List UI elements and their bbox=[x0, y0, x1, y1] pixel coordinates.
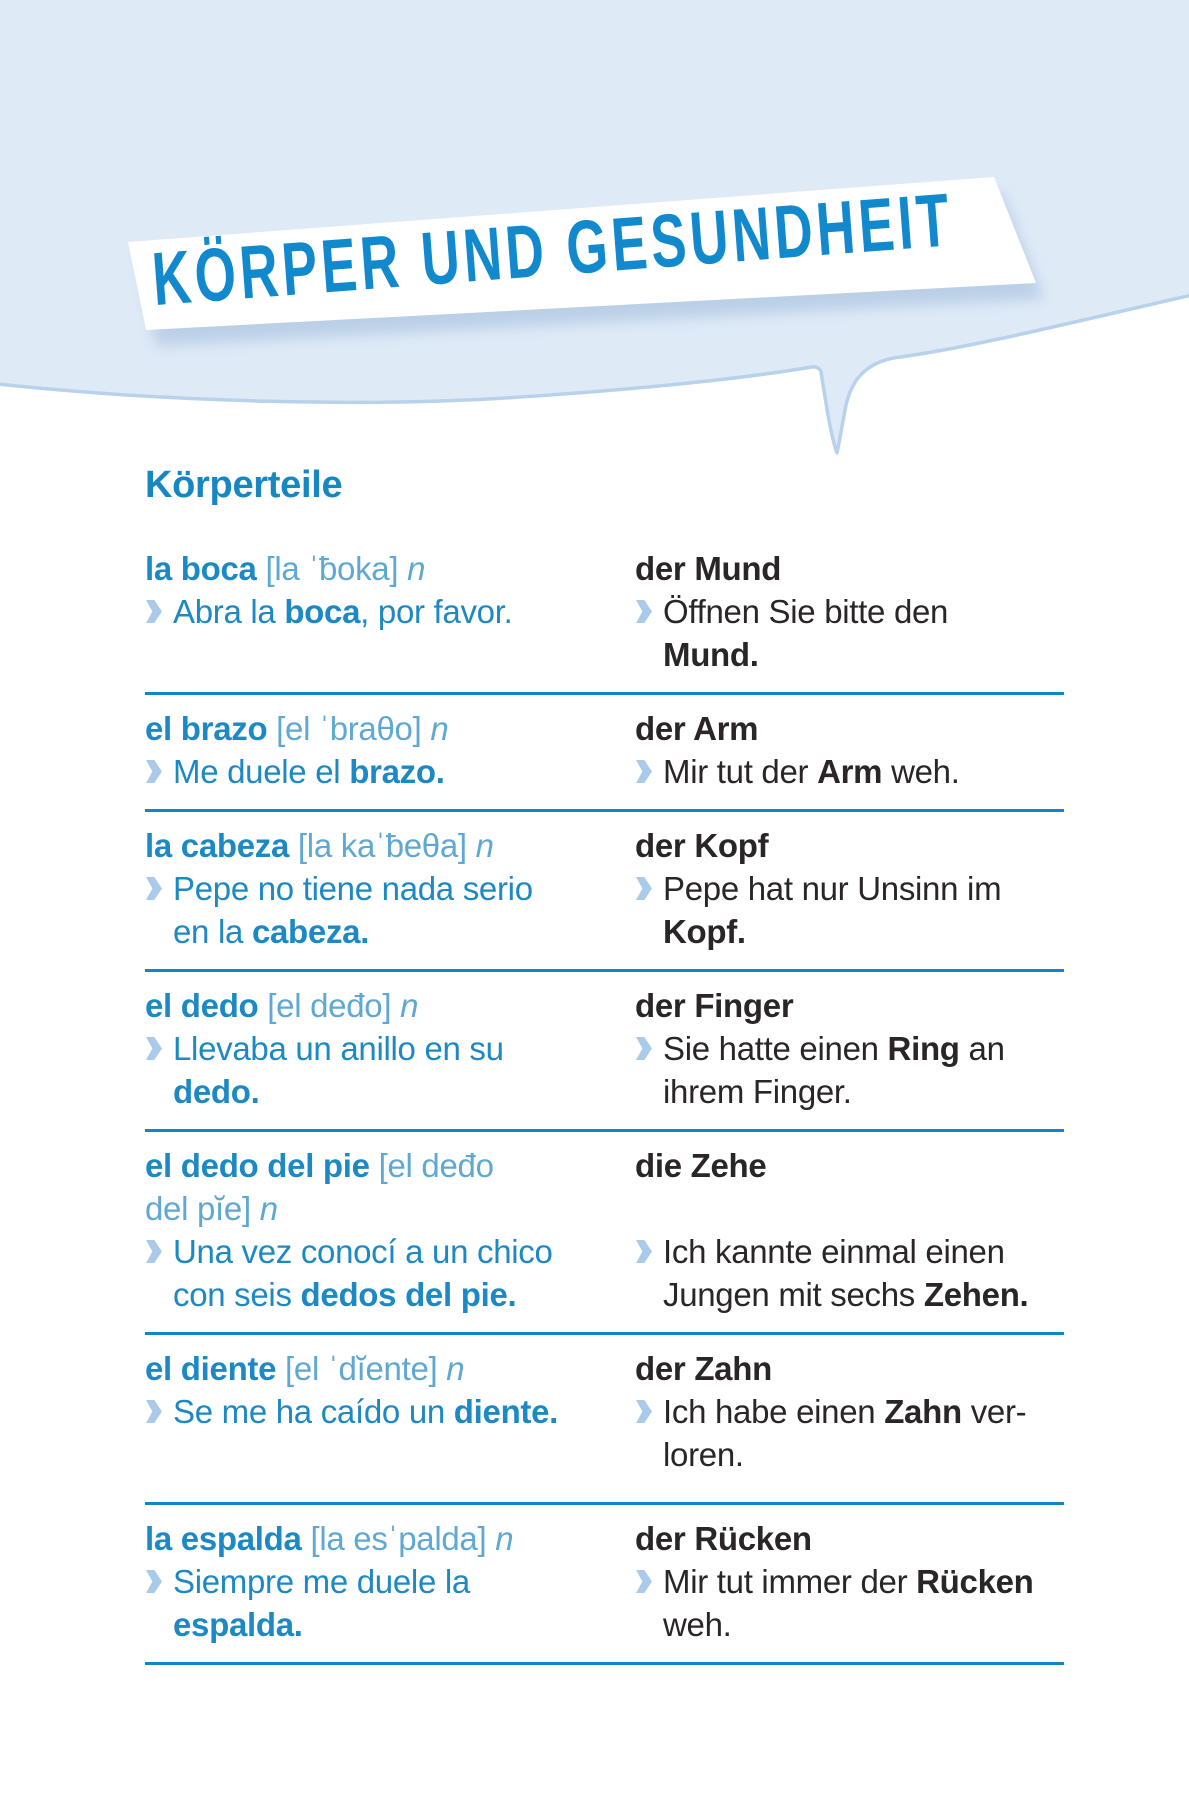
part-of-speech: n bbox=[495, 1520, 514, 1557]
phonetic-text: [la ˈƀoka] bbox=[256, 550, 408, 587]
spanish-example-line bbox=[173, 1390, 635, 1433]
german-column bbox=[635, 824, 1064, 953]
german-column bbox=[635, 984, 1064, 1113]
text-segment: loren. bbox=[663, 1436, 744, 1473]
text-segment: , por favor. bbox=[360, 593, 513, 630]
example-chevron-icon bbox=[636, 1400, 652, 1423]
vocab-entry-5 bbox=[145, 1132, 1064, 1332]
example-chevron-icon bbox=[146, 1037, 162, 1060]
text-segment: el dedo bbox=[145, 987, 259, 1024]
spanish-column bbox=[145, 824, 635, 953]
phonetic-text: [el ˈbraθo] bbox=[267, 710, 431, 747]
german-headword bbox=[635, 707, 1064, 750]
german-headword bbox=[635, 547, 1064, 590]
example-chevron-icon bbox=[146, 600, 162, 623]
text-segment: espalda. bbox=[173, 1606, 303, 1643]
german-example-line bbox=[663, 910, 1064, 953]
german-example bbox=[635, 590, 1064, 676]
text-segment: der Zahn bbox=[635, 1350, 772, 1387]
text-segment: Abra la bbox=[173, 593, 285, 630]
text-segment: el dedo del pie bbox=[145, 1147, 370, 1184]
text-segment: ihrem Finger. bbox=[663, 1073, 852, 1110]
german-example-line bbox=[663, 1560, 1064, 1603]
phonetic-text: [la esˈpalda] bbox=[301, 1520, 496, 1557]
chapter-title: KÖRPER UND GESUNDHEIT bbox=[149, 177, 957, 322]
spanish-example-line bbox=[173, 1560, 635, 1603]
text-segment: Zahn bbox=[884, 1393, 962, 1430]
spanish-headword bbox=[145, 1517, 635, 1560]
text-segment: diente. bbox=[453, 1393, 559, 1430]
text-segment: ver- bbox=[961, 1393, 1027, 1430]
phonetic-text: [el ˈdĭente] bbox=[276, 1350, 447, 1387]
text-segment: weh. bbox=[663, 1606, 732, 1643]
german-column bbox=[635, 1517, 1064, 1646]
spanish-example-line bbox=[173, 1603, 635, 1646]
spanish-column bbox=[145, 707, 635, 793]
text-segment: Ich kannte einmal einen bbox=[663, 1233, 1005, 1270]
text-segment: Siempre me duele la bbox=[173, 1563, 470, 1600]
phonetic-text: del pĭe] bbox=[145, 1190, 260, 1227]
example-chevron-icon bbox=[636, 760, 652, 783]
vocab-entry-2 bbox=[145, 695, 1064, 809]
spanish-example-line bbox=[173, 1230, 635, 1273]
text-segment: Me duele el bbox=[173, 753, 350, 790]
text-segment: el brazo bbox=[145, 710, 268, 747]
text-segment: der Finger bbox=[635, 987, 794, 1024]
text-segment: la cabeza bbox=[145, 827, 290, 864]
text-segment: Arm bbox=[817, 753, 883, 790]
part-of-speech: n bbox=[446, 1350, 465, 1387]
spanish-headword bbox=[145, 707, 635, 750]
phonetic-text: [la kaˈƀeθa] bbox=[289, 827, 476, 864]
german-headword bbox=[635, 1517, 1064, 1560]
german-headword bbox=[635, 1144, 1064, 1187]
vocab-content bbox=[145, 462, 1064, 1665]
text-segment: la espalda bbox=[145, 1520, 302, 1557]
example-chevron-icon bbox=[146, 1400, 162, 1423]
text-segment: con seis bbox=[173, 1276, 301, 1313]
german-example-line bbox=[663, 590, 1064, 633]
german-headword bbox=[635, 824, 1064, 867]
spanish-example bbox=[145, 1230, 635, 1316]
text-segment: Kopf. bbox=[663, 913, 746, 950]
text-segment: Pepe no tiene nada serio bbox=[173, 870, 533, 907]
text-segment: Rücken bbox=[916, 1563, 1034, 1600]
german-example-line bbox=[663, 750, 1064, 793]
spanish-example-line bbox=[173, 867, 635, 910]
phonetic-text: [el deđo bbox=[369, 1147, 494, 1184]
vocab-entry-3 bbox=[145, 812, 1064, 969]
german-example-line bbox=[663, 1603, 1064, 1646]
spanish-example-line bbox=[173, 1070, 635, 1113]
spanish-example-line bbox=[173, 1027, 635, 1070]
spanish-example-line bbox=[173, 750, 635, 793]
german-example bbox=[635, 1390, 1064, 1476]
part-of-speech: n bbox=[400, 987, 419, 1024]
example-chevron-icon bbox=[636, 1037, 652, 1060]
spanish-headword bbox=[145, 824, 635, 867]
text-segment: Una vez conocí a un chico bbox=[173, 1233, 553, 1270]
text-segment: an bbox=[959, 1030, 1005, 1067]
german-example-line bbox=[663, 1273, 1064, 1316]
spanish-column bbox=[145, 1517, 635, 1646]
spanish-headword bbox=[145, 1144, 635, 1187]
text-segment: Jungen mit sechs bbox=[663, 1276, 924, 1313]
spanish-example-line bbox=[173, 590, 635, 633]
german-headword bbox=[635, 984, 1064, 1027]
text-segment: boca bbox=[284, 593, 361, 630]
text-segment: en la bbox=[173, 913, 252, 950]
text-segment: Zehen. bbox=[923, 1276, 1029, 1313]
spanish-headword bbox=[145, 1187, 635, 1230]
german-example-line bbox=[663, 1433, 1064, 1476]
text-segment: cabeza. bbox=[251, 913, 370, 950]
spanish-example bbox=[145, 1560, 635, 1646]
spanish-column bbox=[145, 984, 635, 1113]
spanish-headword bbox=[145, 547, 635, 590]
text-segment: dedo. bbox=[173, 1073, 260, 1110]
example-chevron-icon bbox=[636, 877, 652, 900]
vocab-entry-4 bbox=[145, 972, 1064, 1129]
german-example-line bbox=[663, 1027, 1064, 1070]
german-example-line bbox=[663, 633, 1064, 676]
part-of-speech: n bbox=[430, 710, 449, 747]
german-example-line bbox=[663, 867, 1064, 910]
example-chevron-icon bbox=[636, 1240, 652, 1263]
example-chevron-icon bbox=[636, 1570, 652, 1593]
text-segment: der Kopf bbox=[635, 827, 769, 864]
text-segment: weh. bbox=[882, 753, 960, 790]
vocab-entry-1 bbox=[145, 535, 1064, 692]
text-segment: Mund. bbox=[663, 636, 759, 673]
text-segment: el diente bbox=[145, 1350, 277, 1387]
vocab-entry-6 bbox=[145, 1335, 1064, 1502]
text-segment: Llevaba un anillo en su bbox=[173, 1030, 504, 1067]
spanish-example-line bbox=[173, 910, 635, 953]
spanish-column bbox=[145, 547, 635, 676]
text-segment: der Arm bbox=[635, 710, 759, 747]
example-chevron-icon bbox=[146, 1570, 162, 1593]
text-segment: dedos del pie. bbox=[300, 1276, 517, 1313]
spanish-column bbox=[145, 1144, 635, 1316]
phonetic-text: [el deđo] bbox=[258, 987, 401, 1024]
german-column bbox=[635, 1347, 1064, 1476]
text-segment: Ich habe einen bbox=[663, 1393, 885, 1430]
text-segment: Öffnen Sie bitte den bbox=[663, 593, 949, 630]
spanish-example bbox=[145, 1390, 635, 1433]
section-title: Körperteile bbox=[145, 464, 343, 506]
spanish-example-line bbox=[173, 1273, 635, 1316]
spanish-column bbox=[145, 1347, 635, 1476]
german-headword bbox=[635, 1347, 1064, 1390]
german-example bbox=[635, 1560, 1064, 1646]
part-of-speech: n bbox=[407, 550, 426, 587]
spanish-example bbox=[145, 590, 635, 633]
german-example bbox=[635, 1230, 1064, 1316]
spanish-example bbox=[145, 867, 635, 953]
text-segment: Pepe hat nur Unsinn im bbox=[663, 870, 1002, 907]
german-example-line bbox=[663, 1390, 1064, 1433]
text-segment: der Mund bbox=[635, 550, 782, 587]
text-segment: Ring bbox=[887, 1030, 960, 1067]
text-segment: die Zehe bbox=[635, 1147, 767, 1184]
german-example-line bbox=[663, 1230, 1064, 1273]
example-chevron-icon bbox=[636, 600, 652, 623]
german-example bbox=[635, 1027, 1064, 1113]
german-column bbox=[635, 547, 1064, 676]
german-column bbox=[635, 1144, 1064, 1316]
part-of-speech: n bbox=[259, 1190, 278, 1227]
german-example bbox=[635, 867, 1064, 953]
example-chevron-icon bbox=[146, 760, 162, 783]
text-segment: Mir tut der bbox=[663, 753, 818, 790]
text-segment: Sie hatte einen bbox=[663, 1030, 888, 1067]
example-chevron-icon bbox=[146, 1240, 162, 1263]
text-segment: brazo. bbox=[349, 753, 445, 790]
german-example bbox=[635, 750, 1064, 793]
spanish-headword bbox=[145, 1347, 635, 1390]
text-segment: la boca bbox=[145, 550, 257, 587]
text-segment: der Rücken bbox=[635, 1520, 812, 1557]
part-of-speech: n bbox=[475, 827, 494, 864]
entry-divider bbox=[145, 1662, 1064, 1665]
spanish-example bbox=[145, 1027, 635, 1113]
text-segment: Se me ha caído un bbox=[173, 1393, 454, 1430]
german-example-line bbox=[663, 1070, 1064, 1113]
example-chevron-icon bbox=[146, 877, 162, 900]
vocab-entry-7 bbox=[145, 1505, 1064, 1662]
spanish-example bbox=[145, 750, 635, 793]
german-column bbox=[635, 707, 1064, 793]
vocab-list bbox=[145, 535, 1064, 1665]
text-segment: Mir tut immer der bbox=[663, 1563, 917, 1600]
spanish-headword bbox=[145, 984, 635, 1027]
